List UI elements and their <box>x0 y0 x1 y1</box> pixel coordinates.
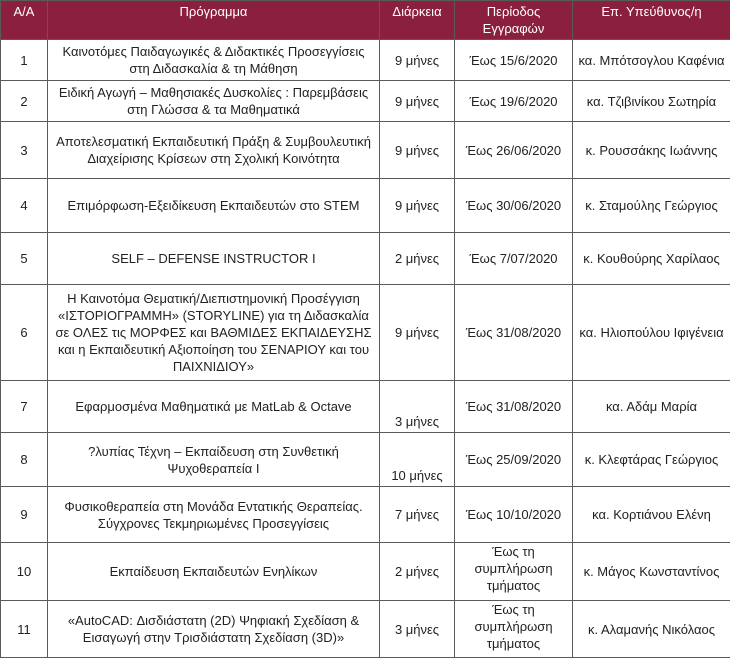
table-row <box>1 381 730 433</box>
table-row <box>1 233 730 285</box>
row-num: 9 <box>1 487 48 543</box>
row-duration: 2 μήνες <box>380 543 455 601</box>
header-num: Α/Α <box>1 1 48 40</box>
row-program: SELF – DEFENSE INSTRUCTOR I <box>48 233 380 285</box>
row-num: 11 <box>1 601 48 658</box>
row-num: 10 <box>1 543 48 601</box>
row-duration: 9 μήνες <box>380 81 455 122</box>
header-period: Περίοδος Εγγραφών <box>455 1 573 40</box>
row-program: Ειδική Αγωγή – Μαθησιακές Δυσκολίες : Παρεμβάσεις στη Γλώσσα & τα Μαθηματικά <box>48 81 380 122</box>
row-responsible: κ. Κουθούρης Χαρίλαος <box>573 233 730 285</box>
row-period: Έως τη συμπλήρωση τμήματος <box>455 601 573 658</box>
row-duration: 9 μήνες <box>380 40 455 81</box>
table-header <box>1 1 730 40</box>
row-program: Αποτελεσματική Εκπαιδευτική Πράξη & Συμβουλευτική Διαχείρισης Κρίσεων στη Σχολική Κοινότητα <box>48 122 380 179</box>
row-program: Επιμόρφωση-Εξειδίκευση Εκπαιδευτών στο STEM <box>48 179 380 233</box>
row-period: Έως τη συμπλήρωση τμήματος <box>455 543 573 601</box>
row-num: 4 <box>1 179 48 233</box>
row-responsible: κ. Κλεφτάρας Γεώργιος <box>573 433 730 487</box>
row-num: 2 <box>1 81 48 122</box>
row-responsible: κα. Μπότσογλου Καφένια <box>573 40 730 81</box>
row-duration: 3 μήνες <box>380 381 455 433</box>
row-num: 6 <box>1 285 48 381</box>
table-row <box>1 179 730 233</box>
row-period: Έως 31/08/2020 <box>455 381 573 433</box>
row-responsible: κ. Αλαμανής Νικόλαος <box>573 601 730 658</box>
row-num: 8 <box>1 433 48 487</box>
row-period: Έως 26/06/2020 <box>455 122 573 179</box>
row-responsible: κα. Τζιβινίκου Σωτηρία <box>573 81 730 122</box>
row-duration: 9 μήνες <box>380 285 455 381</box>
row-responsible: κ. Ρουσσάκης Ιωάννης <box>573 122 730 179</box>
row-program: «AutoCAD: Δισδιάστατη (2D) Ψηφιακή Σχεδίαση & Εισαγωγή στην Τρισδιάστατη Σχεδίαση (3D)» <box>48 601 380 658</box>
row-num: 7 <box>1 381 48 433</box>
row-num: 3 <box>1 122 48 179</box>
row-responsible: κα. Κορτιάνου Ελένη <box>573 487 730 543</box>
table-row <box>1 122 730 179</box>
row-program: Φυσικοθεραπεία στη Μονάδα Εντατικής Θεραπείας. Σύγχρονες Τεκμηριωμένες Προσεγγίσεις <box>48 487 380 543</box>
header-program: Πρόγραμμα <box>48 1 380 40</box>
table-row <box>1 543 730 601</box>
row-num: 1 <box>1 40 48 81</box>
table-row <box>1 601 730 658</box>
table-row <box>1 285 730 381</box>
row-duration: 2 μήνες <box>380 233 455 285</box>
row-period: Έως 30/06/2020 <box>455 179 573 233</box>
row-duration: 9 μήνες <box>380 179 455 233</box>
table-row <box>1 433 730 487</box>
table-row <box>1 40 730 81</box>
row-duration: 9 μήνες <box>380 122 455 179</box>
row-responsible: κ. Σταμούλης Γεώργιος <box>573 179 730 233</box>
row-period: Έως 7/07/2020 <box>455 233 573 285</box>
row-duration: 10 μήνες <box>380 433 455 487</box>
header-responsible: Επ. Υπεύθυνος/η <box>573 1 730 40</box>
row-duration: 3 μήνες <box>380 601 455 658</box>
row-period: Έως 10/10/2020 <box>455 487 573 543</box>
row-program: Η Καινοτόμα Θεματική/Διεπιστημονική Προσέγγιση «ΙΣΤΟΡΙΟΓΡΑΜΜΗ» (STORYLINE) για τη Διδασκαλία σε ΟΛΕΣ τις ΜΟΡΦΕΣ και ΒΑΘΜΙΔΕΣ ΕΚΠΑΙΔΕΥΣΗΣ και η Εκπαιδευτική Αξιοποίηση του ΣΕΝΑΡΙΟΥ και του ΠΑΙΧΝΙΔΙΟΥ» <box>48 285 380 381</box>
row-period: Έως 15/6/2020 <box>455 40 573 81</box>
row-period: Έως 25/09/2020 <box>455 433 573 487</box>
row-responsible: κα. Αδάμ Μαρία <box>573 381 730 433</box>
header-row <box>1 1 730 40</box>
row-program: ?λυπίας Τέχνη – Εκπαίδευση στη Συνθετική Ψυχοθεραπεία I <box>48 433 380 487</box>
table-row <box>1 487 730 543</box>
row-duration: 7 μήνες <box>380 487 455 543</box>
row-period: Έως 19/6/2020 <box>455 81 573 122</box>
row-program: Καινοτόμες Παιδαγωγικές & Διδακτικές Προσεγγίσεις στη Διδασκαλία & τη Μάθηση <box>48 40 380 81</box>
row-responsible: κ. Μάγος Κωνσταντίνος <box>573 543 730 601</box>
table-body <box>1 40 730 658</box>
row-program: Εκπαίδευση Εκπαιδευτών Ενηλίκων <box>48 543 380 601</box>
row-period: Έως 31/08/2020 <box>455 285 573 381</box>
row-num: 5 <box>1 233 48 285</box>
header-duration: Διάρκεια <box>380 1 455 40</box>
row-responsible: κα. Ηλιοπούλου Ιφιγένεια <box>573 285 730 381</box>
table-row <box>1 81 730 122</box>
row-program: Εφαρμοσμένα Μαθηματικά με MatLab & Octave <box>48 381 380 433</box>
